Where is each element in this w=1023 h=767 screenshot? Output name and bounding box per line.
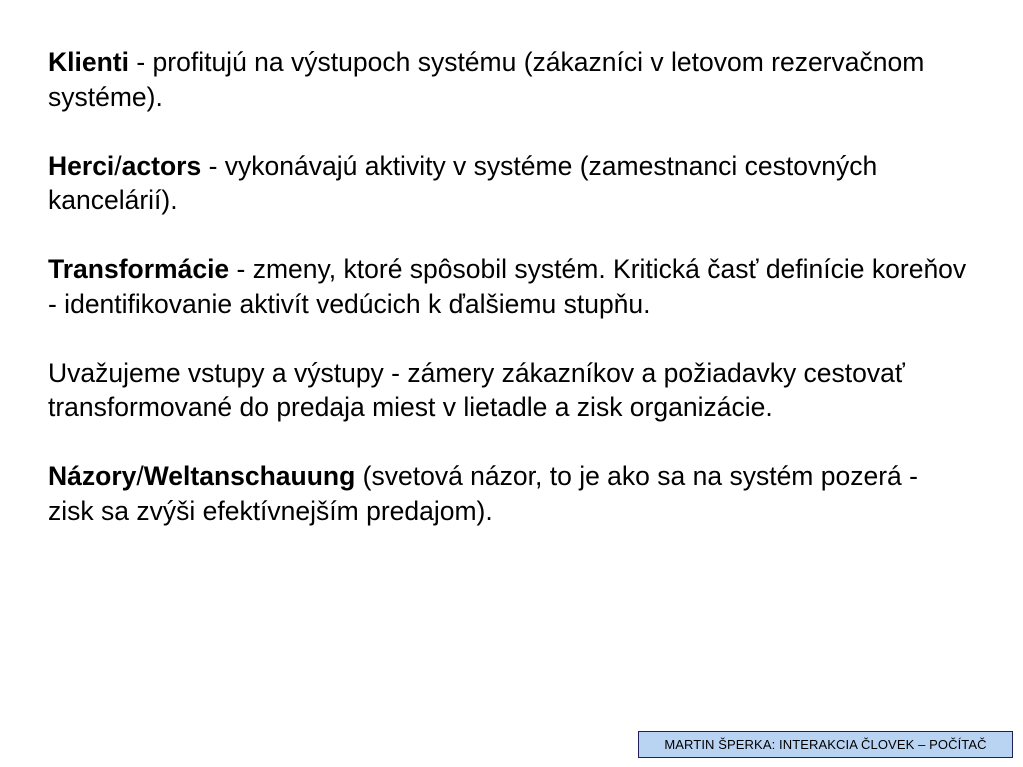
paragraph-vstupy-vystupy [48,356,968,425]
term-herci: Herci [48,150,115,181]
footer-text: MARTIN ŠPERKA: INTERAKCIA ČLOVEK – POČÍTAČ [664,737,987,752]
slide-content [48,45,968,563]
footer-label [638,731,1013,758]
paragraph-text: - vykonávajú aktivity v systéme (zamestnanci cestovných kancelárií). [48,150,878,215]
paragraph-text: - profitujú na výstupoch systému (zákazníci v letovom rezervačnom systéme). [48,47,925,112]
term-actors: actors [121,150,202,181]
paragraph-text: Uvažujeme vstupy a výstupy - zámery zákazníkov a požiadavky cestovať transformované do predaja miest v lietadle a zisk organizácie. [48,357,905,422]
paragraph-text: - zmeny, ktoré spôsobil systém. Kritická časť definície koreňov - identifikovanie aktivít vedúcich k ďalšiemu stupňu. [48,254,967,319]
paragraph-herci [48,149,968,218]
paragraph-transformacie [48,252,968,321]
paragraph-klienti [48,45,968,114]
term-separator: / [114,150,122,181]
paragraph-text: (svetová názor, to je ako sa na systém pozerá - zisk sa zvýši efektívnejším predajom). [48,461,918,526]
paragraph-nazory [48,459,968,528]
term-klienti: Klienti [48,47,129,77]
term-nazory: Názory [48,461,137,491]
term-separator: / [136,461,144,491]
term-transformacie: Transformácie [48,254,230,284]
term-weltanschauung: Weltanschauung [143,461,356,491]
